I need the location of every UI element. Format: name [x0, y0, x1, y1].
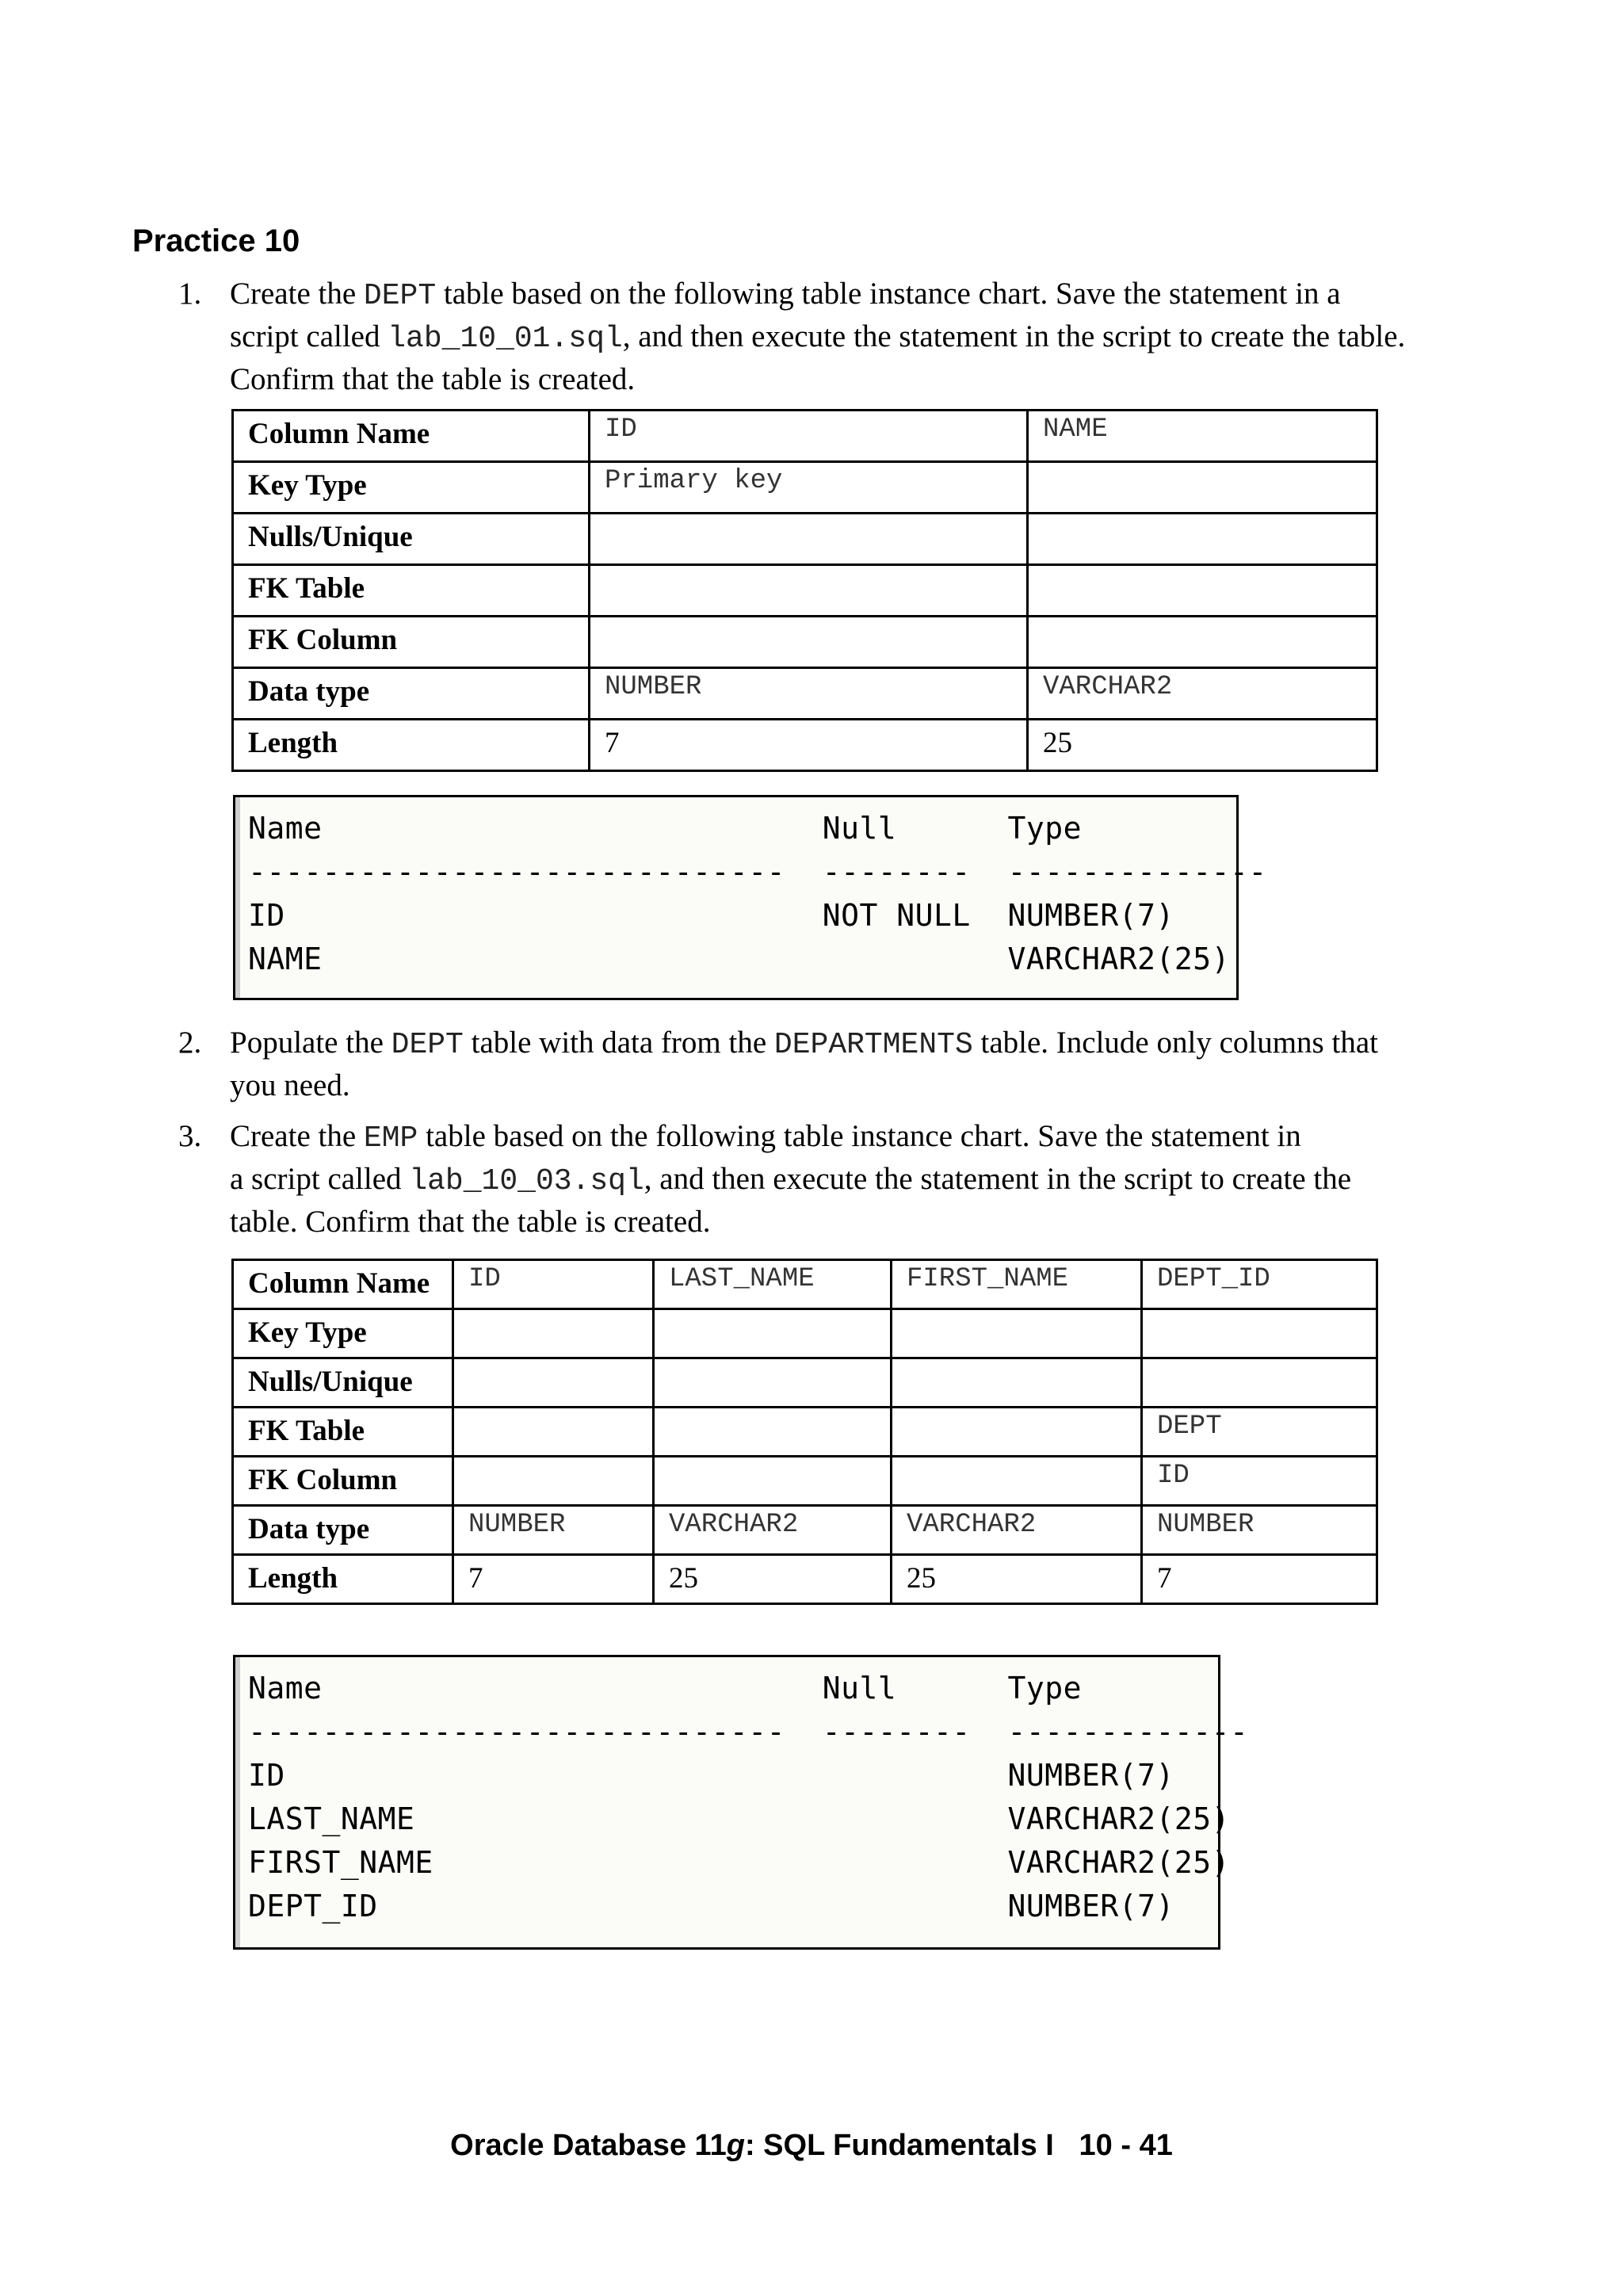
chart-cell: 7	[453, 1555, 654, 1604]
dept-table-instance-chart	[231, 409, 1378, 772]
text-run: Confirm that the table is created.	[230, 362, 636, 396]
item-text	[230, 273, 1529, 399]
row-label: Column Name	[233, 1260, 453, 1309]
row-label: FK Column	[233, 617, 590, 668]
chart-cell: VARCHAR2	[892, 1506, 1142, 1555]
chart-cell: ID	[1142, 1457, 1377, 1506]
chart-cell: FIRST_NAME	[892, 1260, 1142, 1309]
chart-cell	[453, 1408, 654, 1457]
chart-row	[233, 1408, 1377, 1457]
describe-row: ID NOT NULL NUMBER(7)	[248, 898, 1174, 933]
describe-separator: ----------------------------- -------- --------------	[248, 854, 1267, 889]
describe-header: Name Null Type	[248, 1671, 1083, 1706]
row-label: Length	[233, 1555, 453, 1604]
chart-row	[233, 1358, 1377, 1408]
describe-header: Name Null Type	[248, 811, 1083, 846]
chart-cell: 25	[892, 1555, 1142, 1604]
chart-cell: ID	[453, 1260, 654, 1309]
chart-cell	[654, 1358, 892, 1408]
row-label: Data type	[233, 668, 590, 720]
chart-cell	[654, 1309, 892, 1358]
chart-cell: NAME	[1028, 411, 1377, 462]
row-label: Key Type	[233, 1309, 453, 1358]
practice-heading: Practice 10	[132, 223, 300, 258]
item-text-line	[230, 1022, 1529, 1065]
chart-row	[233, 668, 1377, 720]
describe-row: FIRST_NAME VARCHAR2(25)	[248, 1845, 1231, 1880]
item-text-line	[230, 1065, 1529, 1106]
chart-cell	[590, 617, 1028, 668]
text-run: Create the	[230, 277, 364, 311]
chart-cell	[654, 1457, 892, 1506]
item-text-line	[230, 1201, 1529, 1242]
chart-cell: LAST_NAME	[654, 1260, 892, 1309]
chart-row	[233, 462, 1377, 514]
chart-row	[233, 1457, 1377, 1506]
text-run: , and then execute the statement in the script to create the	[643, 1162, 1352, 1196]
footer-italic: g	[726, 2129, 745, 2162]
chart-cell	[453, 1309, 654, 1358]
chart-cell: 25	[1028, 720, 1377, 771]
chart-row	[233, 565, 1377, 617]
chart-cell	[1142, 1309, 1377, 1358]
text-run: a script called	[230, 1162, 410, 1196]
chart-cell	[590, 565, 1028, 617]
inline-code: DEPT	[391, 1028, 464, 1062]
text-run: , and then execute the statement in the script to create the table.	[622, 319, 1406, 353]
chart-cell	[892, 1309, 1142, 1358]
inline-code: DEPARTMENTS	[773, 1028, 973, 1062]
text-run: script called	[230, 319, 388, 353]
row-label: FK Table	[233, 565, 590, 617]
chart-row	[233, 617, 1377, 668]
text-run: Populate the	[230, 1026, 391, 1060]
chart-row	[233, 1506, 1377, 1555]
describe-separator: ----------------------------- -------- -------------	[248, 1714, 1249, 1749]
text-run: table based on the following table instance chart. Save the statement in a	[436, 277, 1341, 311]
text-run: you need.	[230, 1068, 350, 1102]
emp-describe-output	[233, 1655, 1249, 1950]
chart-cell: NUMBER	[1142, 1506, 1377, 1555]
text-run: table based on the following table instance chart. Save the statement in	[418, 1119, 1301, 1153]
chart-row	[233, 514, 1377, 565]
chart-row	[233, 411, 1377, 462]
chart-row	[233, 720, 1377, 771]
item-text	[230, 1116, 1529, 1242]
chart-cell	[892, 1457, 1142, 1506]
chart-cell: 7	[590, 720, 1028, 771]
chart-row	[233, 1309, 1377, 1358]
chart-cell	[453, 1358, 654, 1408]
chart-cell	[1028, 565, 1377, 617]
inline-code: DEPT	[363, 279, 437, 313]
item-text-line	[230, 1116, 1529, 1159]
chart-cell: 7	[1142, 1555, 1377, 1604]
row-label: Column Name	[233, 411, 590, 462]
chart-row	[233, 1555, 1377, 1604]
chart-cell: NUMBER	[590, 668, 1028, 720]
chart-cell: DEPT_ID	[1142, 1260, 1377, 1309]
footer-title: Oracle Database 11	[450, 2129, 727, 2162]
row-label: Nulls/Unique	[233, 1358, 453, 1408]
chart-row	[233, 1260, 1377, 1309]
describe-row: NAME VARCHAR2(25)	[248, 942, 1231, 976]
row-label: Length	[233, 720, 590, 771]
item-number: 1.	[178, 277, 202, 311]
item-text-line	[230, 316, 1529, 359]
chart-cell	[892, 1408, 1142, 1457]
describe-row: ID NUMBER(7)	[248, 1758, 1174, 1793]
chart-cell	[1028, 514, 1377, 565]
describe-row: DEPT_ID NUMBER(7)	[248, 1889, 1174, 1924]
chart-cell	[590, 514, 1028, 565]
text-run: Create the	[230, 1119, 364, 1153]
row-label: FK Table	[233, 1408, 453, 1457]
chart-cell: DEPT	[1142, 1408, 1377, 1457]
inline-code: lab_10_03.sql	[409, 1164, 644, 1198]
row-label: Key Type	[233, 462, 590, 514]
footer-page: : SQL Fundamentals I 10 - 41	[744, 2129, 1173, 2162]
row-label: Data type	[233, 1506, 453, 1555]
chart-cell	[654, 1408, 892, 1457]
dept-describe-output	[233, 795, 1267, 1000]
item-text-line	[230, 1159, 1529, 1201]
chart-cell: NUMBER	[453, 1506, 654, 1555]
text-run: table. Confirm that the table is created.	[230, 1205, 711, 1239]
inline-code: EMP	[363, 1121, 418, 1156]
chart-cell: VARCHAR2	[1028, 668, 1377, 720]
chart-cell	[453, 1457, 654, 1506]
text-run: table with data from the	[463, 1026, 774, 1060]
chart-cell: Primary key	[590, 462, 1028, 514]
item-text	[230, 1022, 1529, 1106]
item-number: 3.	[178, 1119, 202, 1153]
page-footer	[0, 2129, 1623, 2163]
chart-cell	[1028, 462, 1377, 514]
emp-table-instance-chart	[231, 1259, 1378, 1605]
chart-cell: VARCHAR2	[654, 1506, 892, 1555]
describe-row: LAST_NAME VARCHAR2(25)	[248, 1801, 1231, 1836]
chart-cell: ID	[590, 411, 1028, 462]
row-label: FK Column	[233, 1457, 453, 1506]
item-text-line	[230, 359, 1529, 399]
chart-cell: 25	[654, 1555, 892, 1604]
chart-cell	[1142, 1358, 1377, 1408]
inline-code: lab_10_01.sql	[388, 322, 623, 356]
item-text-line	[230, 273, 1529, 316]
text-run: table. Include only columns that	[972, 1026, 1378, 1060]
item-number: 2.	[178, 1026, 202, 1060]
row-label: Nulls/Unique	[233, 514, 590, 565]
chart-cell	[1028, 617, 1377, 668]
chart-cell	[892, 1358, 1142, 1408]
